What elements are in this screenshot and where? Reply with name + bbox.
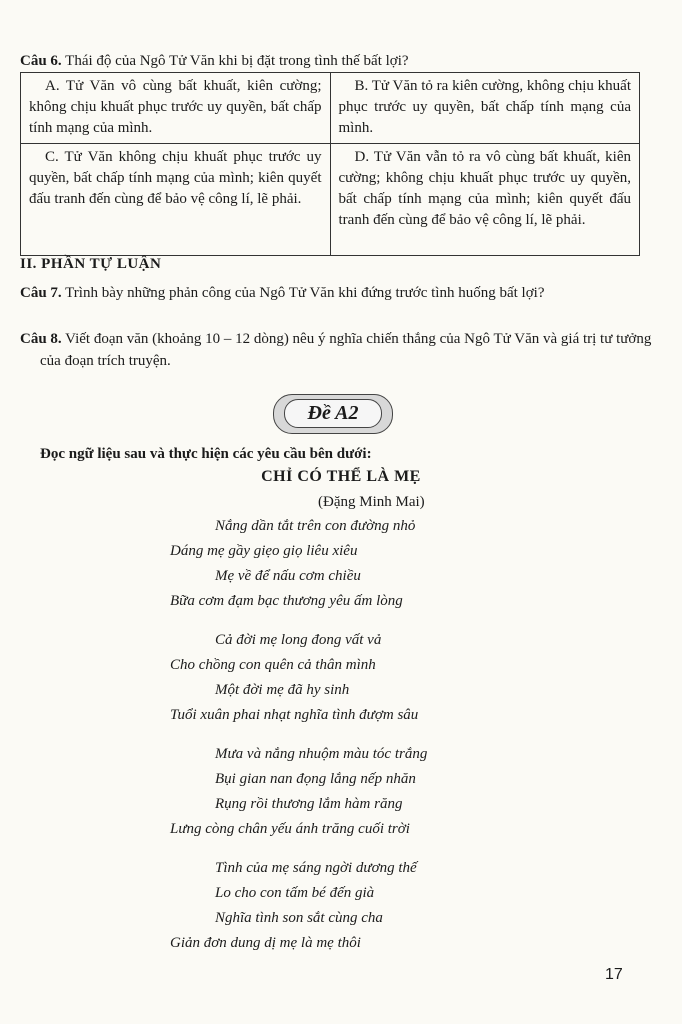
poem-line: Cả đời mẹ long đong vất vả: [215, 632, 382, 648]
poem-line: Giản đơn dung dị mẹ là mẹ thôi: [170, 935, 361, 951]
question-7-label: Câu 7.: [20, 285, 62, 301]
poem-line: Tuổi xuân phai nhạt nghĩa tình đượm sâu: [170, 707, 419, 723]
question-7: [20, 282, 665, 304]
section-title: II. PHẦN TỰ LUẬN: [20, 256, 162, 272]
poem-title: CHỈ CÓ THỂ LÀ MẸ: [261, 468, 421, 485]
poem-line: Dáng mẹ gầy giẹo giọ liêu xiêu: [170, 543, 358, 559]
option-c-cell: [21, 144, 331, 256]
option-a: A. Tử Văn vô cùng bất khuất, kiên cường; không chịu khuất phục trước uy quyền, bất chấp tính mạng của mình.: [29, 78, 322, 136]
reading-instruction: Đọc ngữ liệu sau và thực hiện các yêu cầu bên dưới:: [40, 446, 372, 462]
poem-line: Tình của mẹ sáng ngời dương thế: [215, 860, 417, 876]
question-6-text: Thái độ của Ngô Tử Văn khi bị đặt trong tình thế bất lợi?: [65, 53, 409, 69]
poem-author: (Đặng Minh Mai): [318, 494, 425, 510]
poem-line: Lưng còng chân yếu ánh trăng cuối trời: [170, 821, 410, 837]
question-7-text: Trình bày những phản công của Ngô Tử Văn khi đứng trước tình huống bất lợi?: [65, 285, 545, 301]
exam-badge: [273, 394, 393, 434]
option-b-cell: [330, 73, 640, 144]
poem-line: Nắng dần tắt trên con đường nhỏ: [215, 518, 416, 534]
poem-line: Mẹ về để nấu cơm chiều: [215, 568, 361, 584]
question-8-label: Câu 8.: [20, 331, 62, 347]
poem-line: Một đời mẹ đã hy sinh: [215, 682, 350, 698]
answer-options-table: [20, 72, 640, 256]
poem-line: Nghĩa tình son sắt cùng cha: [215, 910, 383, 926]
poem-line: Bụi gian nan đọng lắng nếp nhăn: [215, 771, 416, 787]
poem-line: Mưa và nắng nhuộm màu tóc trắng: [215, 746, 428, 762]
option-d: D. Tử Văn vẫn tỏ ra vô cùng bất khuất, kiên cường; không chịu khuất phục trước uy quyền, bất chấp tính mạng của mình; kiên quyết đấu tranh đến cùng để bảo vệ công lí, lẽ phải.: [338, 149, 631, 228]
page-number: 17: [605, 966, 623, 983]
option-b: B. Tử Văn tỏ ra kiên cường, không chịu khuất phục trước uy quyền, bất chấp tính mạng của mình.: [338, 78, 632, 136]
question-6-label: Câu 6.: [20, 53, 62, 69]
option-d-cell: [330, 144, 640, 256]
option-c: C. Tử Văn không chịu khuất phục trước uy quyền, bất chấp tính mạng của mình; kiên quyết đấu tranh đến cùng để bảo vệ công lí, lẽ phải.: [29, 149, 322, 207]
question-8-text: Viết đoạn văn (khoảng 10 – 12 dòng) nêu ý nghĩa chiến thắng của Ngô Tử Văn và giá trị tư tưởng của đoạn trích truyện.: [40, 331, 652, 369]
option-a-cell: [21, 73, 331, 144]
poem-line: Lo cho con tấm bé đến già: [215, 885, 375, 901]
poem-line: Cho chồng con quên cả thân mình: [170, 657, 376, 673]
question-6: [20, 50, 645, 72]
question-8: [20, 328, 665, 372]
poem-line: Rụng rồi thương lắm hàm răng: [215, 796, 403, 812]
poem-line: Bữa cơm đạm bạc thương yêu ấm lòng: [170, 593, 403, 609]
exam-badge-label: Đề A2: [284, 399, 382, 428]
